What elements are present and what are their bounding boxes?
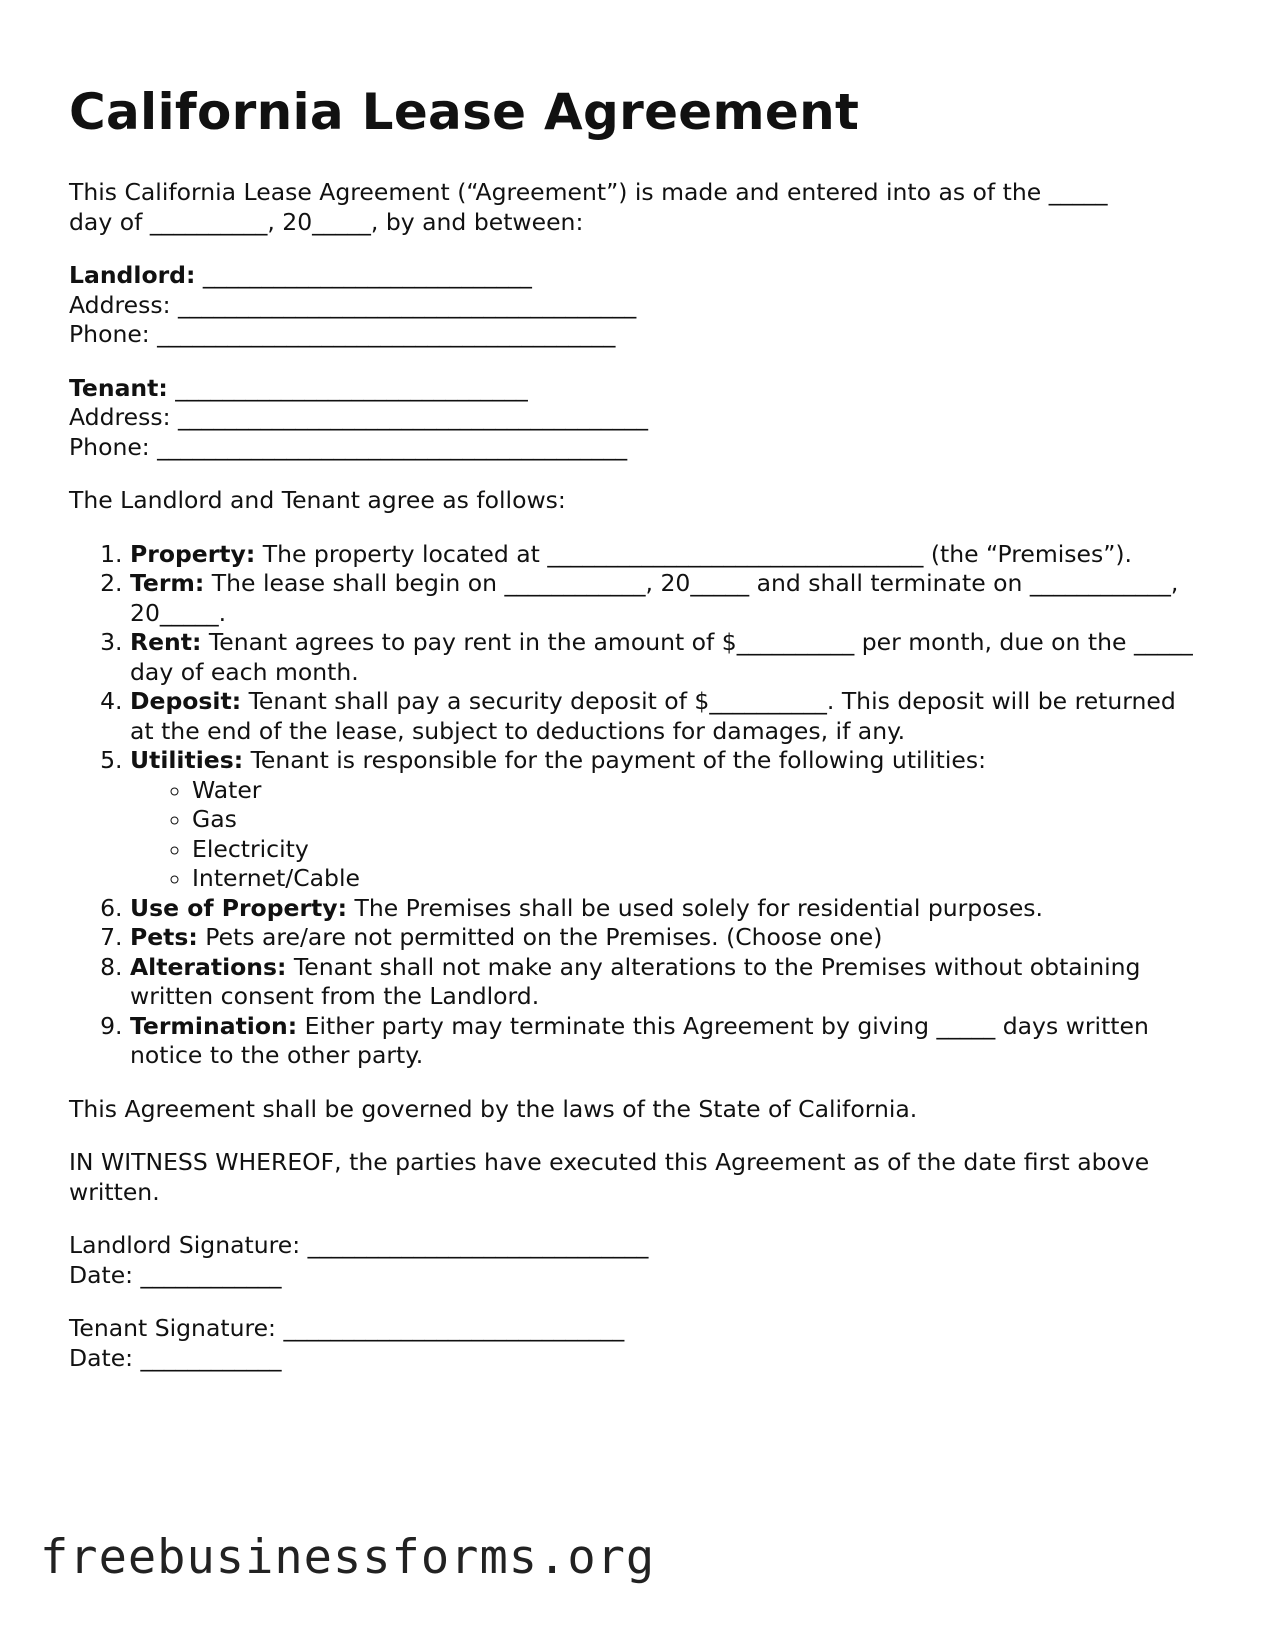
tenant-label: Tenant: [69, 373, 168, 402]
watermark-footer: freebusinessforms.org [40, 1530, 656, 1585]
term-text: Tenant is responsible for the payment of the following utilities: [243, 746, 986, 774]
tenant-signature-line: Tenant Signature: _____________________________ [69, 1314, 625, 1342]
landlord-phone-line: Phone: _______________________________________ [69, 320, 616, 348]
agree-statement: The Landlord and Tenant agree as follows: [69, 486, 566, 514]
term-text: The Premises shall be used solely for residential purposes. [347, 893, 1044, 922]
landlord-section [69, 261, 1199, 350]
landlord-label: Landlord: [69, 261, 196, 289]
terms-list [69, 540, 1199, 1071]
term-label: Rent: [130, 628, 202, 656]
utility-item-internet-cable: ◦ Internet/Cable [192, 864, 1199, 894]
tenant-date-line: Date: ____________ [69, 1343, 282, 1372]
term-alterations [130, 953, 1199, 1012]
landlord-signature-line: Landlord Signature: _____________________________ [69, 1231, 649, 1259]
term-label: Utilities: [130, 746, 244, 774]
term-utilities [130, 746, 1199, 894]
utility-item-water: ◦ Water [192, 776, 1199, 806]
term-text: Tenant shall not make any alterations to the Premises without obtaining written consent from the Landlord. [130, 952, 1141, 1010]
utilities-list [130, 776, 1199, 894]
intro-line-1: This California Lease Agreement (“Agreement”) is made and entered into as of the _____ [69, 178, 1108, 206]
term-pets [130, 923, 1199, 953]
term-text: Tenant shall pay a security deposit of $__________. This deposit will be returned at the end of the lease, subject to deductions for damages, if any. [130, 687, 1176, 745]
governing-law: This Agreement shall be governed by the laws of the State of California. [69, 1094, 918, 1123]
term-label: Pets: [130, 923, 198, 951]
term-text: Either party may terminate this Agreement by giving _____ days written notice to the other party. [130, 1011, 1149, 1069]
tenant-section [69, 374, 1199, 463]
utility-item-electricity: ◦ Electricity [192, 835, 1199, 865]
tenant-signature-block [69, 1314, 1199, 1373]
term-use-of-property [130, 894, 1199, 924]
landlord-date-line: Date: ____________ [69, 1260, 282, 1289]
lease-document [69, 82, 1199, 1373]
term-label: Property: [130, 539, 256, 568]
term-text: Tenant agrees to pay rent in the amount of $__________ per month, due on the _____ day of each month. [130, 628, 1193, 686]
witness-statement: IN WITNESS WHEREOF, the parties have executed this Agreement as of the date first above written. [69, 1148, 1150, 1206]
landlord-address-line: Address: _______________________________________ [69, 290, 637, 319]
term-text: Pets are/are not permitted on the Premises. (Choose one) [197, 923, 883, 951]
landlord-name-line [69, 261, 1199, 291]
intro-line-2: day of __________, 20_____, by and between: [69, 207, 584, 236]
term-label: Deposit: [130, 687, 242, 715]
tenant-address-line: Address: ________________________________________ [69, 403, 648, 431]
term-rent [130, 628, 1199, 687]
term-label: Use of Property: [130, 893, 347, 922]
term-label: Term: [130, 569, 205, 597]
tenant-name-line [69, 374, 1199, 404]
term-text: The property located at ________________________________ (the “Premises”). [255, 539, 1133, 568]
intro-paragraph [69, 178, 1199, 237]
landlord-name-blank: ____________________________ [195, 261, 532, 289]
term-termination [130, 1012, 1199, 1071]
term-term [130, 569, 1199, 628]
term-deposit [130, 687, 1199, 746]
landlord-signature-block [69, 1231, 1199, 1290]
term-label: Termination: [130, 1011, 298, 1040]
term-property [130, 540, 1199, 570]
term-text: The lease shall begin on ____________, 20_____ and shall terminate on ____________, 20_____. [130, 569, 1179, 627]
tenant-name-blank: ______________________________ [167, 373, 528, 402]
tenant-phone-line: Phone: ________________________________________ [69, 432, 628, 461]
utility-item-gas: ◦ Gas [192, 805, 1199, 835]
document-title: California Lease Agreement [69, 83, 860, 141]
term-label: Alterations: [130, 952, 287, 981]
